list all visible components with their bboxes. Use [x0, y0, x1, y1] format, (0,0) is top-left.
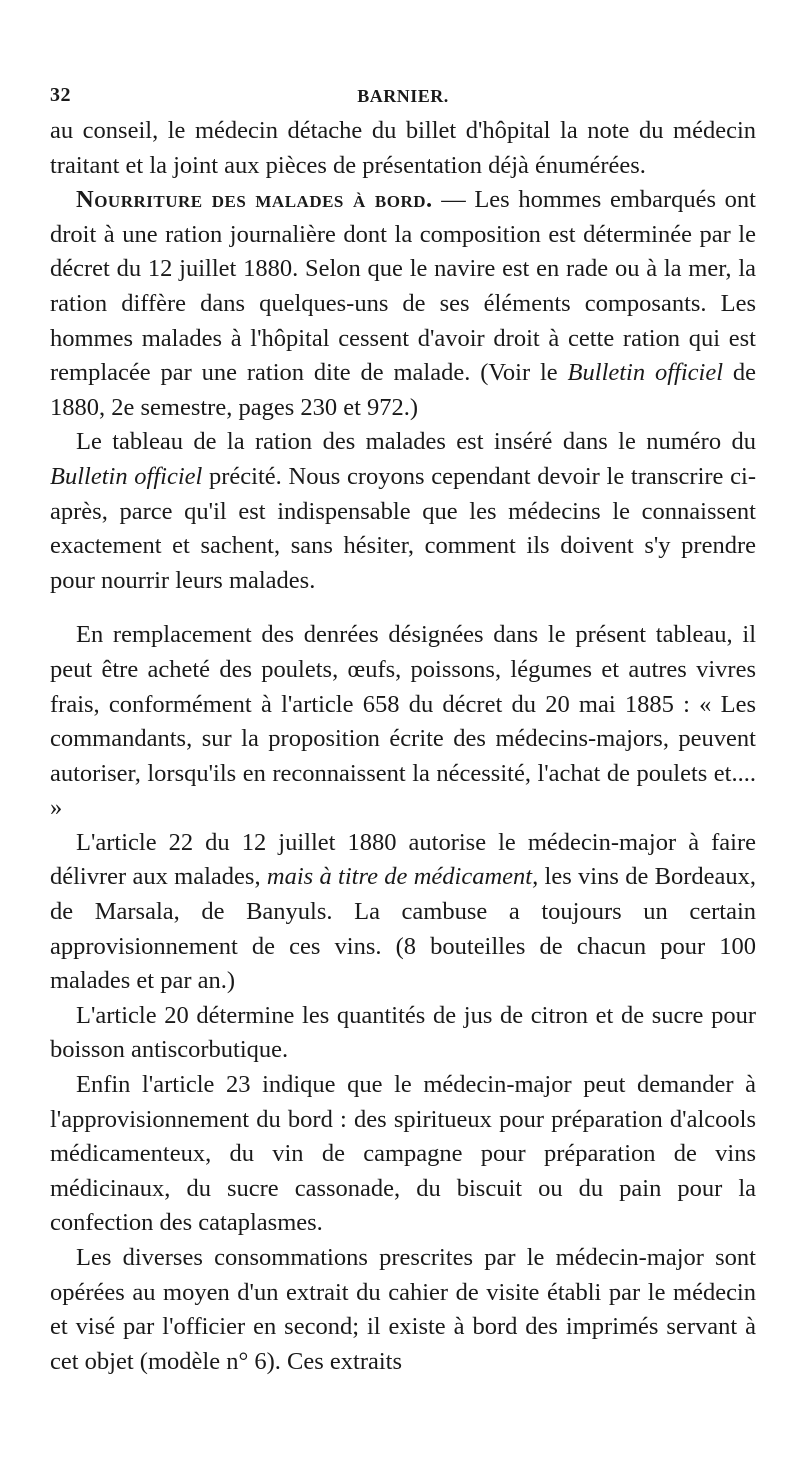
- paragraph-8-text: Les diverses consommations prescrites par le médecin-major sont opérées au moyen d'un extrait du cahier de visite établi par le médecin et visé par l'officier en second; il existe à bord des imprimés servant à cet objet (modèle n° 6). Ces extraits: [50, 1244, 756, 1375]
- paragraph-3-text-a: Le tableau de la ration des malades est inséré dans le numéro du: [76, 428, 756, 456]
- paragraph-2-italic: Bulletin officiel: [567, 359, 724, 387]
- paragraph-5-text-a: L'article 22 du 12 juillet 1880 autorise le médecin-major à faire délivrer aux malades,: [50, 828, 756, 891]
- paragraph-4: [50, 618, 756, 826]
- paragraph-2-text-b: de 1880, 2e semestre, pages 230 et 972.): [50, 359, 757, 421]
- paragraph-2-text-a: — Les hommes embarqués ont droit à une ration journalière dont la composition est déterminée par le décret du 12 juillet 1880. Selon que le navire est en rade ou à la mer, la ration diffère dans quelques-uns de ses éléments composants. Les hommes malades à l'hôpital cessent d'avoir droit à cette ration qui est remplacée par une ration dite de malade. (Voir le: [50, 186, 756, 387]
- paragraph-7: [50, 1068, 756, 1241]
- page-number: 32: [50, 84, 71, 106]
- running-title: BARNIER.: [357, 86, 449, 106]
- paragraph-3: [50, 425, 756, 598]
- paragraph-7-text: Enfin l'article 23 indique que le médecin-major peut demander à l'approvisionnement du bord : des spiritueux pour préparation d'alcools médicamenteux, du vin de campagne pour préparation de vins médicinaux, du sucre cassonade, du biscuit ou du pain pour la confection des cataplasmes.: [50, 1071, 756, 1237]
- paragraph-8: [50, 1241, 756, 1379]
- paragraph-6: [50, 999, 756, 1068]
- running-head: [50, 78, 756, 114]
- paragraph-3-text-b: précité. Nous croyons cependant devoir le transcrire ci-après, parce qu'il est indispensable que les médecins le connaissent exactement et sachent, sans hésiter, comment ils doivent s'y prendre pour nourrir leurs malades.: [50, 462, 756, 594]
- paragraph-5-italic: mais à titre de médicament,: [266, 863, 539, 891]
- book-page: [50, 78, 756, 1379]
- section-heading: Nourriture des malades à bord.: [76, 186, 433, 214]
- paragraph-3-italic: Bulletin officiel: [50, 462, 203, 490]
- paragraph-5: [50, 826, 756, 999]
- paragraph-4-text: En remplacement des denrées désignées dans le présent tableau, il peut être acheté des poulets, œufs, poissons, légumes et autres vivres frais, conformément à l'article 658 du décret du 20 mai 1885 : « Les commandants, sur la proposition écrite des médecins-majors, peuvent autoriser, lorsqu'ils en reconnaissent la nécessité, l'achat de poulets et.... »: [50, 621, 756, 822]
- paragraph-2: [50, 183, 756, 425]
- paragraph-1: [50, 114, 756, 183]
- paragraph-5-text-b: les vins de Bordeaux, de Marsala, de Banyuls. La cambuse a toujours un certain approvisionnement de ces vins. (8 bouteilles de chacun pour 100 malades et par an.): [50, 863, 757, 995]
- paragraph-6-text: L'article 20 détermine les quantités de jus de citron et de sucre pour boisson antiscorbutique.: [50, 1001, 756, 1064]
- body-text: [50, 114, 756, 1379]
- paragraph-1-text: au conseil, le médecin détache du billet d'hôpital la note du médecin traitant et la joint aux pièces de présentation déjà énumérées.: [50, 117, 756, 179]
